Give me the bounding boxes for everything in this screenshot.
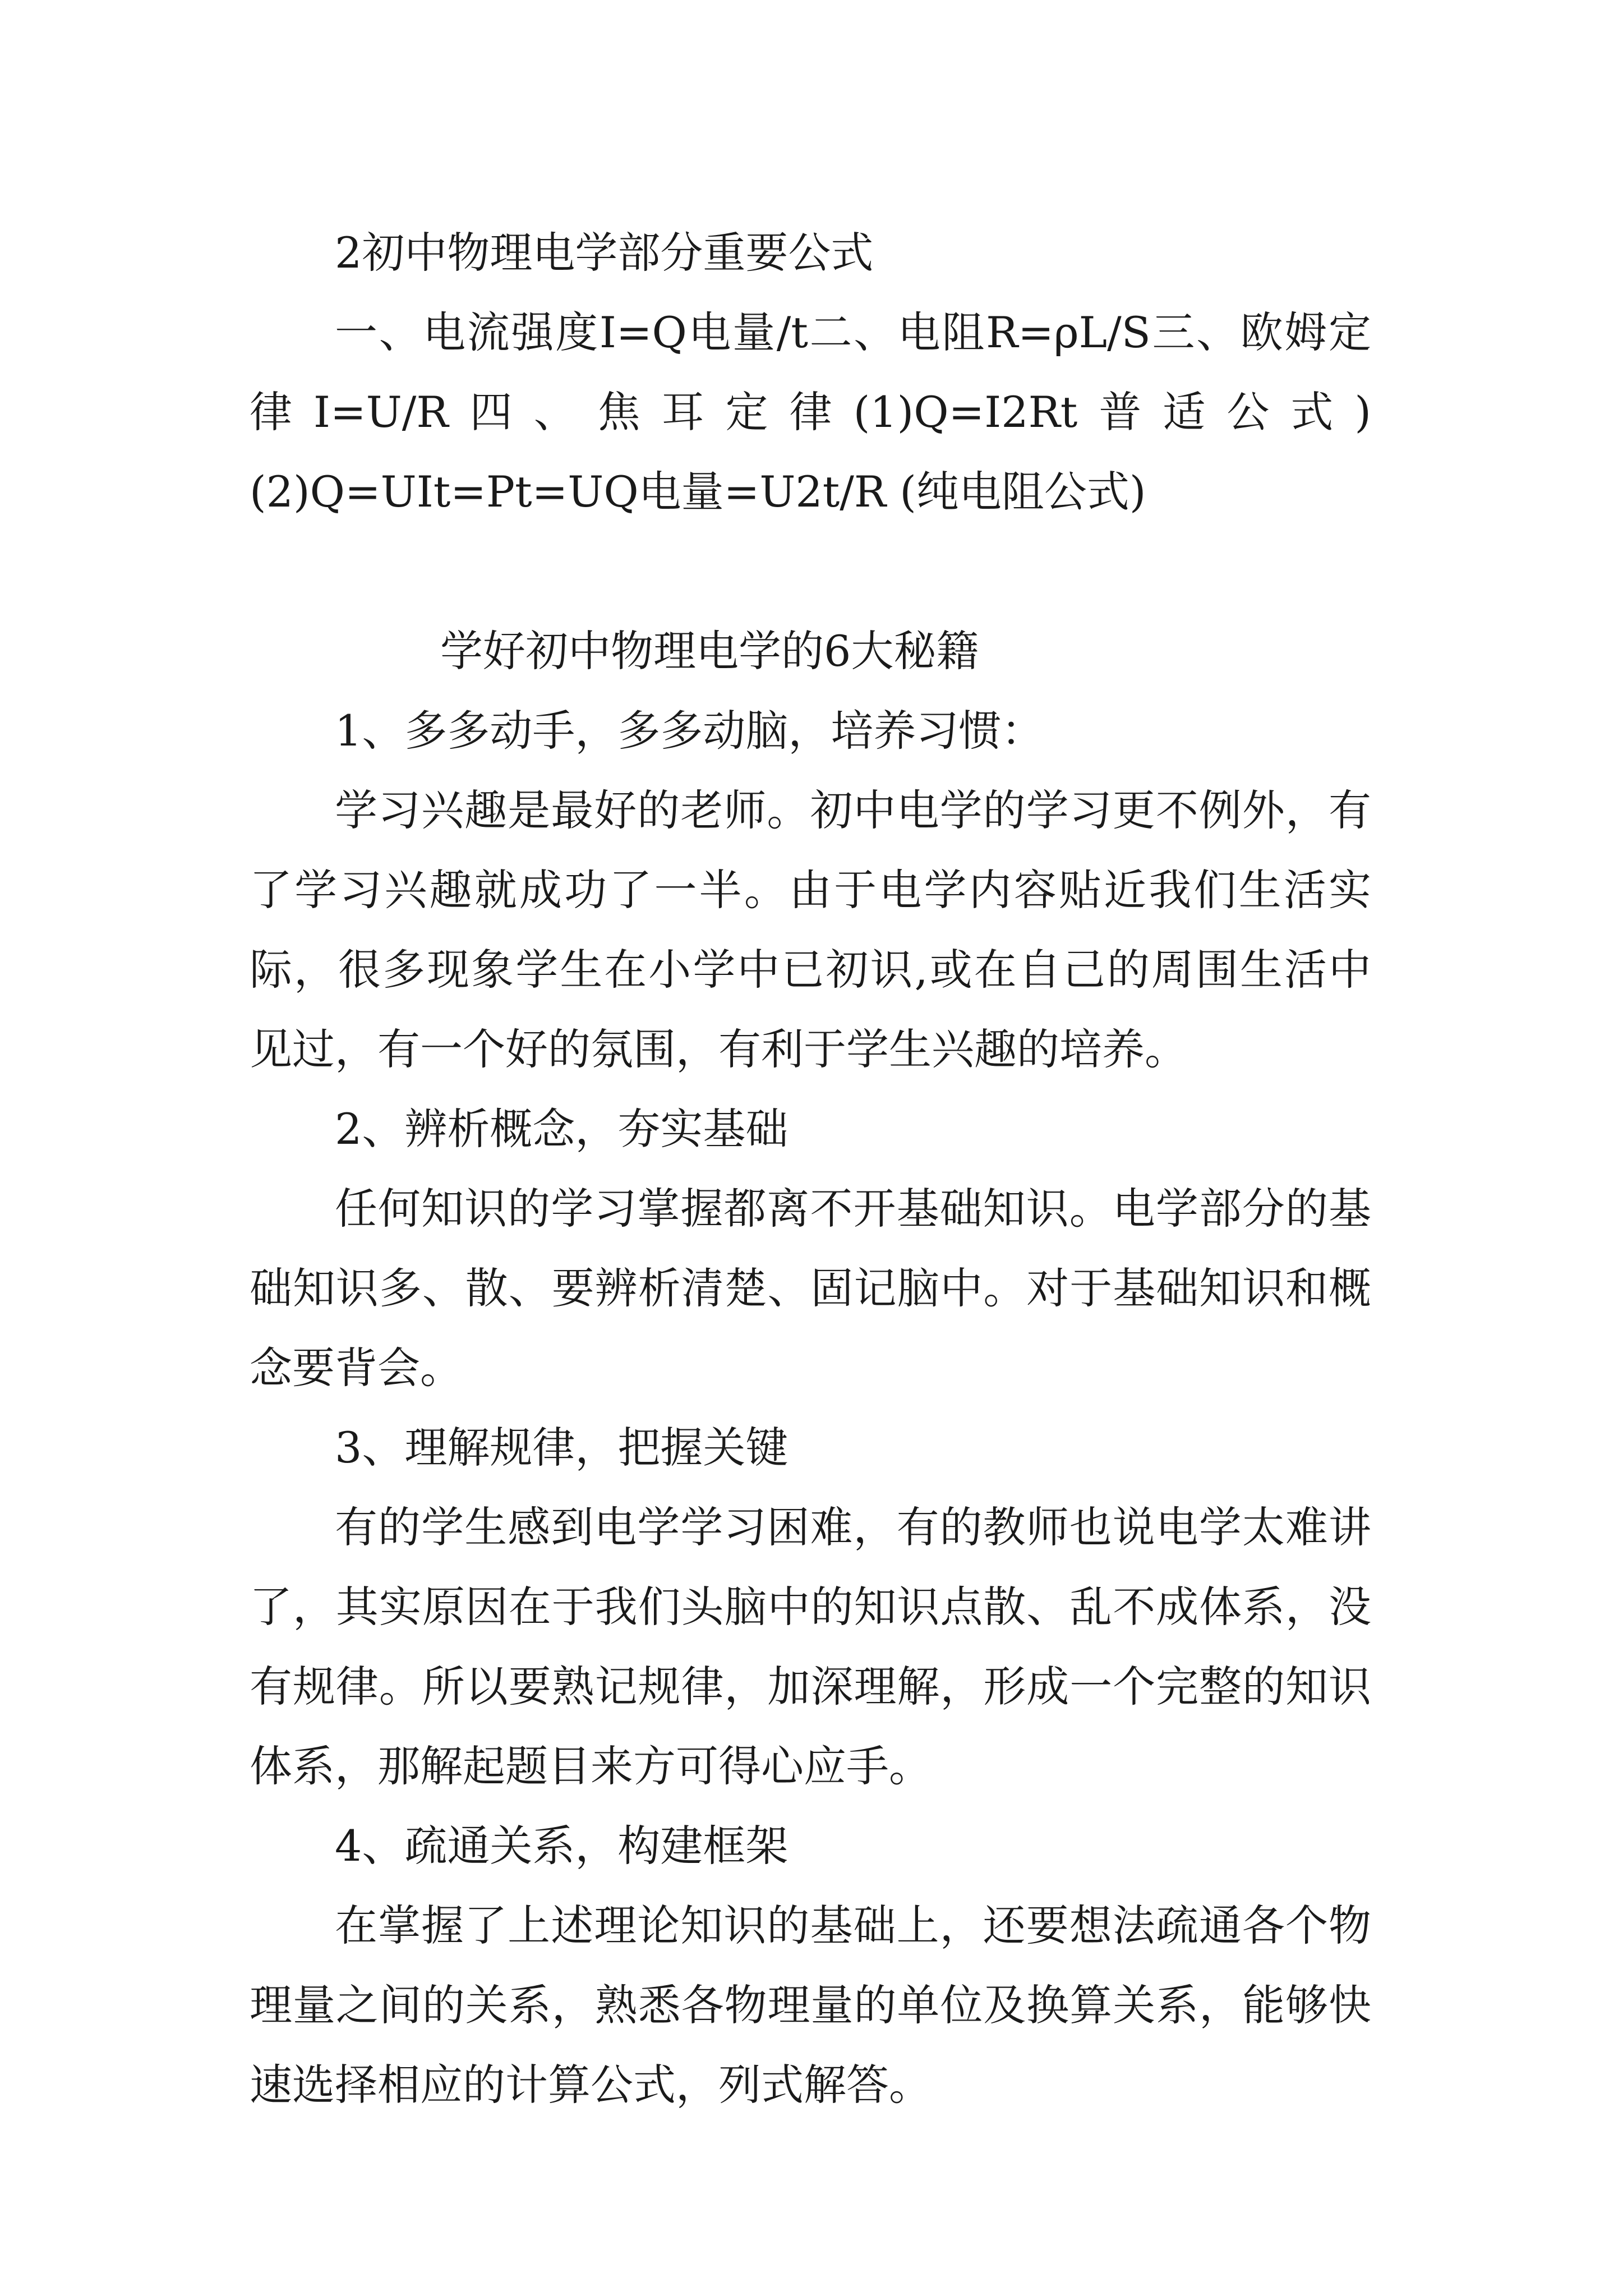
tip-body-4: 在掌握了上述理论知识的基础上，还要想法疏通各个物理量之间的关系，熟悉各物理量的单位及换算关系，能够快速选择相应的计算公式，列式解答。: [250, 1901, 1371, 2110]
tip-heading-3: 3、理解规律，把握关键: [335, 1423, 789, 1473]
tip-body-3: 有的学生感到电学学习困难，有的教师也说电学太难讲了，其实原因在于我们头脑中的知识点散、乱不成体系，没有规律。所以要熟记规律，加深理解，形成一个完整的知识体系，那解起题目来方可得心应手。: [250, 1502, 1371, 1791]
section-title-formulas: 2初中物理电学部分重要公式: [335, 228, 874, 278]
formulas-paragraph: 一、电流强度I=Q电量/t二、电阻R=ρL/S三、欧姆定律I=U/R四、焦耳定律(1)Q=I2Rt普适公式)(2)Q=UIt=Pt=UQ电量=U2t/R (纯电阻公式): [250, 307, 1371, 517]
spacer: [250, 532, 1371, 611]
document-page: [250, 213, 1371, 2125]
tip-heading-4: 4、疏通关系，构建框架: [335, 1821, 789, 1871]
tip-body-1: 学习兴趣是最好的老师。初中电学的学习更不例外，有了学习兴趣就成功了一半。由于电学内容贴近我们生活实际，很多现象学生在小学中已初识,或在自己的周围生活中见过，有一个好的氛围，有利于学生兴趣的培养。: [250, 785, 1371, 1074]
tip-body-2: 任何知识的学习掌握都离不开基础知识。电学部分的基础知识多、散、要辨析清楚、固记脑中。对于基础知识和概念要背会。: [250, 1184, 1371, 1393]
tip-heading-2: 2、辨析概念，夯实基础: [335, 1104, 789, 1154]
tip-heading-1: 1、多多动手，多多动脑，培养习惯：: [335, 706, 1044, 756]
section-title-tips: 学好初中物理电学的6大秘籍: [440, 626, 979, 676]
